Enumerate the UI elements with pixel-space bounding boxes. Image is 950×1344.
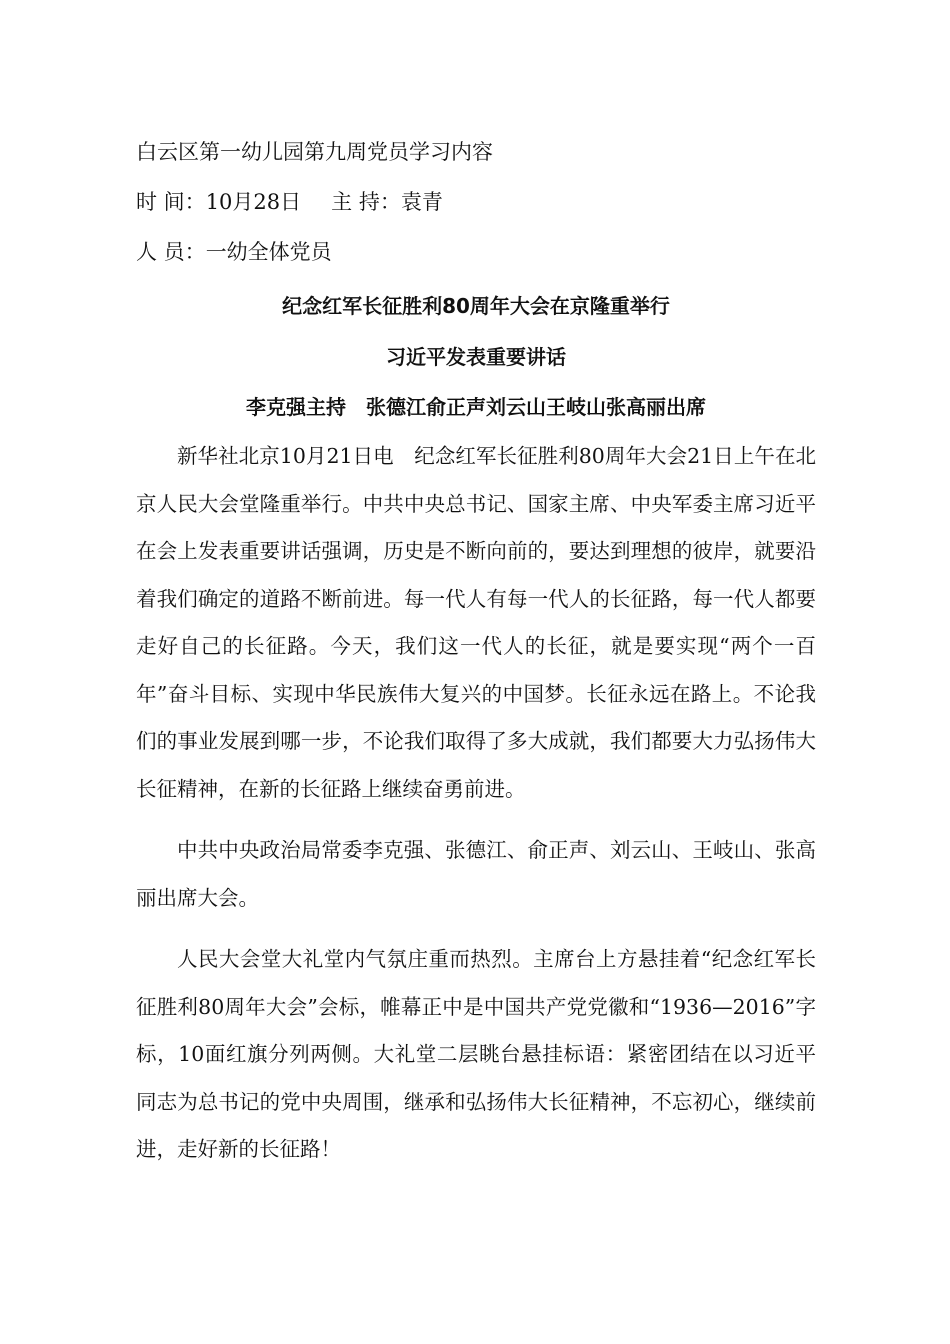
time-label: 时 间： bbox=[136, 190, 206, 214]
host-value: 袁青 bbox=[400, 190, 443, 214]
time-value: 10月28日 bbox=[205, 190, 302, 214]
study-title: 白云区第一幼儿园第九周党员学习内容 bbox=[136, 140, 493, 164]
headline-attendees: 李克强主持 张德江俞正声刘云山王岐山张高丽出席 bbox=[246, 395, 706, 419]
people-label: 人 员： bbox=[136, 240, 206, 264]
article-paragraph-2: 中共中央政治局常委李克强、张德江、俞正声、刘云山、王岐山、张高丽出席大会。 bbox=[136, 838, 816, 910]
article-paragraph-1: 新华社北京10月21日电 纪念红军长征胜利80周年大会21日上午在北京人民大会堂隆重举行。中共中央总书记、国家主席、中央军委主席习近平在会上发表重要讲话强调，历史是不断向前的，要达到理想的彼岸，就要沿着我们确定的道路不断前进。每一代人有每一代人的长征路，每一代人都要走好自己的长征路。今天，我们这一代人的长征，就是要实现“两个一百年”奋斗目标、实现中华民族伟大复兴的中国梦。长征永远在路上。不论我们的事业发展到哪一步，不论我们取得了多大成就，我们都要大力弘扬伟大长征精神，在新的长征路上继续奋勇前进。 bbox=[136, 444, 816, 801]
article-paragraph-3: 人民大会堂大礼堂内气氛庄重而热烈。主席台上方悬挂着“纪念红军长征胜利80周年大会”会标，帷幕正中是中国共产党党徽和“1936—2016”字标，10面红旗分列两侧。大礼堂二层眺台悬挂标语：紧密团结在以习近平同志为总书记的党中央周围，继承和弘扬伟大长征精神，不忘初心，继续前进，走好新的长征路！ bbox=[136, 947, 816, 1161]
people-line bbox=[136, 232, 816, 272]
headline-sub: 习近平发表重要讲话 bbox=[386, 345, 566, 369]
time-host-line bbox=[136, 182, 816, 222]
document-body bbox=[136, 132, 816, 1174]
host-label: 主 持： bbox=[331, 190, 401, 214]
people-value: 一幼全体党员 bbox=[205, 240, 332, 264]
headline-main: 纪念红军长征胜利80周年大会在京隆重举行 bbox=[282, 294, 670, 318]
